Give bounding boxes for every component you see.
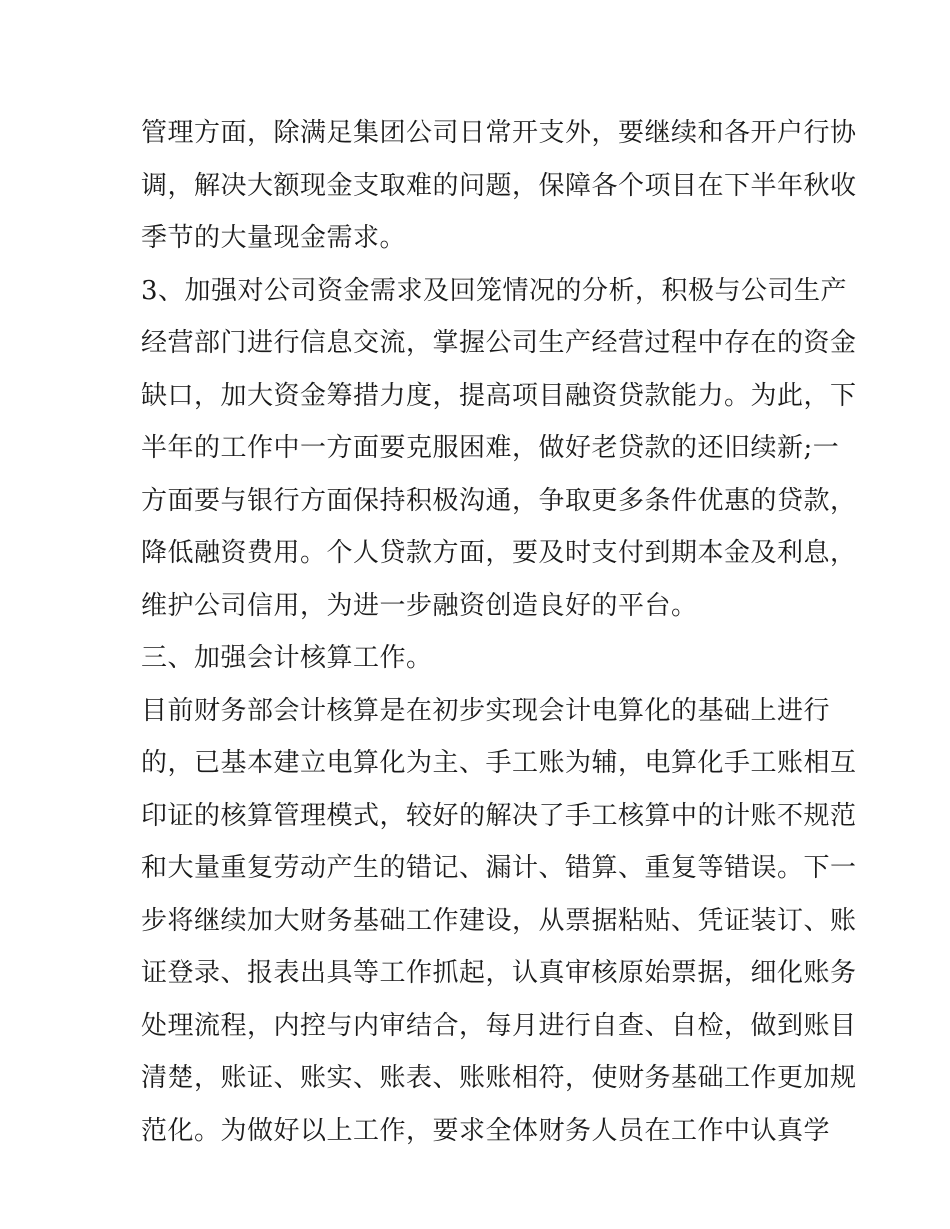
text-line: 经营部门进行信息交流，掌握公司生产经营过程中存在的资金	[141, 328, 857, 358]
text-line: 步将继续加大财务基础工作建设，从票据粘贴、凭证装订、账	[141, 905, 857, 936]
document-body	[141, 107, 857, 1157]
text-line: 清楚，账证、账实、账表、账账相符，使财务基础工作更加规	[141, 1063, 857, 1093]
text-line: 半年的工作中一方面要克服困难，做好老贷款的还旧续新;一	[141, 433, 840, 463]
text-line: 季节的大量现金需求。	[141, 223, 407, 253]
text-line: 管理方面，除满足集团公司日常开支外，要继续和各开户行协	[141, 118, 857, 148]
text-line: 处理流程，内控与内审结合，每月进行自查、自检，做到账目	[141, 1010, 857, 1041]
text-line: 的，已基本建立电算化为主、手工账为辅，电算化手工账相互	[141, 748, 857, 778]
text-line: 维护公司信用，为进一步融资创造良好的平台。	[141, 590, 698, 621]
text-line: 降低融资费用。个人贷款方面，要及时支付到期本金及利息，	[141, 538, 857, 568]
text-line: 调，解决大额现金支取难的问题，保障各个项目在下半年秋收	[141, 170, 857, 201]
text-line: 目前财务部会计核算是在初步实现会计电算化的基础上进行	[141, 695, 831, 726]
text-line: 印证的核算管理模式，较好的解决了手工核算中的计账不规范	[141, 800, 857, 831]
text-line: 证登录、报表出具等工作抓起，认真审核原始票据，细化账务	[141, 958, 857, 988]
text-line: 范化。为做好以上工作，要求全体财务人员在工作中认真学	[141, 1115, 831, 1146]
text-line: 缺口，加大资金筹措力度，提高项目融资贷款能力。为此，下	[141, 380, 857, 411]
text-line: 和大量重复劳动产生的错记、漏计、错算、重复等错误。下一	[141, 853, 857, 883]
text-line: 3、加强对公司资金需求及回笼情况的分析，积极与公司生产	[141, 275, 848, 306]
section-heading: 三、加强会计核算工作。	[141, 643, 433, 673]
text-line: 方面要与银行方面保持积极沟通，争取更多条件优惠的贷款，	[141, 485, 857, 516]
